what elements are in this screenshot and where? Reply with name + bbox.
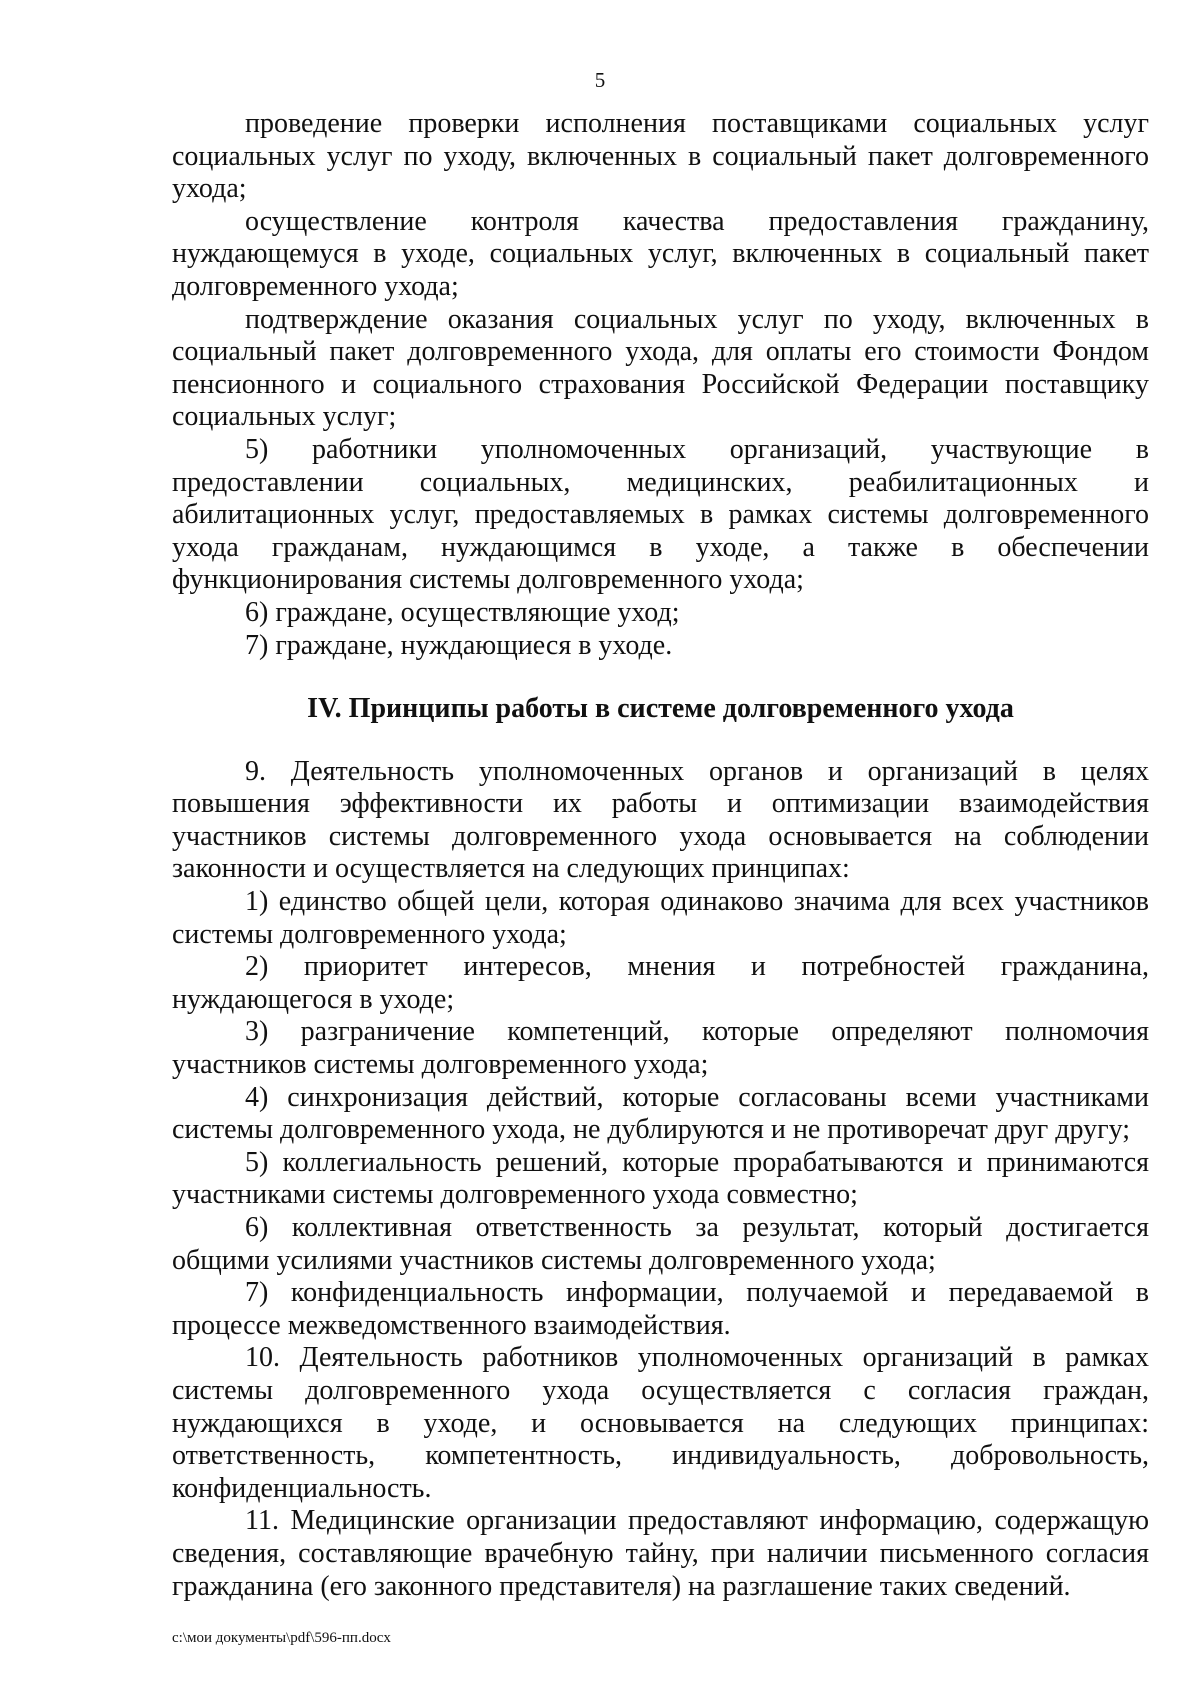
- paragraph: 11. Медицинские организации предоставляют информацию, содержащую сведения, составляющие врачебную тайну, при наличии письменного согласия гражданина (его законного представителя) на разглашение таких сведений.: [172, 1505, 1149, 1602]
- paragraph: 7) конфиденциальность информации, получаемой и передаваемой в процессе межведомственного взаимодействия.: [172, 1277, 1149, 1341]
- paragraph: проведение проверки исполнения поставщиками социальных услуг социальных услуг по уходу, включенных в социальный пакет долговременного ухода;: [172, 108, 1149, 205]
- paragraph: 10. Деятельность работников уполномоченных организаций в рамках системы долговременного ухода осуществляется с согласия граждан, нуждающихся в уходе, и основывается на следующих принципах: ответственность, компетентность, индивидуальность, добровольность, конфиденциальность.: [172, 1342, 1149, 1504]
- paragraph: 5) работники уполномоченных организаций, участвующие в предоставлении социальных, медицинских, реабилитационных и абилитационных услуг, предоставляемых в рамках системы долговременного ухода гражданам, нуждающимся в уходе, а также в обеспечении функционирования системы долговременного ухода;: [172, 433, 1149, 596]
- paragraph: 4) синхронизация действий, которые согласованы всеми участниками системы долговременного ухода, не дублируются и не противоречат друг другу;: [172, 1081, 1149, 1146]
- page-number: 5: [594, 68, 606, 92]
- paragraph: 6) граждане, осуществляющие уход;: [245, 596, 680, 628]
- paragraph: подтверждение оказания социальных услуг по уходу, включенных в социальный пакет долговременного ухода, для оплаты его стоимости Фондом пенсионного и социального страхования Российской Федерации поставщику социальных услуг;: [172, 303, 1149, 433]
- paragraph: 9. Деятельность уполномоченных органов и организаций в целях повышения эффективности их работы и оптимизации взаимодействия участников системы долговременного ухода основывается на соблюдении законности и осуществляется на следующих принципах:: [172, 755, 1149, 885]
- paragraph: 7) граждане, нуждающиеся в уходе.: [245, 629, 673, 661]
- paragraph: 6) коллективная ответственность за результат, который достигается общими усилиями участников системы долговременного ухода;: [172, 1212, 1149, 1276]
- file-path-footer: c:\мои документы\pdf\596-пп.docx: [172, 1630, 391, 1646]
- paragraph: 2) приоритет интересов, мнения и потребностей гражданина, нуждающегося в уходе;: [172, 951, 1149, 1015]
- paragraph: осуществление контроля качества предоставления гражданину, нуждающемуся в уходе, социальных услуг, включенных в социальный пакет долговременного ухода;: [172, 205, 1149, 302]
- paragraph: 3) разграничение компетенций, которые определяют полномочия участников системы долговременного ухода;: [172, 1016, 1149, 1081]
- paragraph: 1) единство общей цели, которая одинаково значима для всех участников системы долговременного ухода;: [172, 886, 1149, 950]
- paragraph: 5) коллегиальность решений, которые прорабатываются и принимаются участниками системы долговременного ухода совместно;: [172, 1146, 1149, 1211]
- section-heading: IV. Принципы работы в системе долговременного ухода: [307, 693, 1014, 725]
- document-body: [172, 108, 1149, 1603]
